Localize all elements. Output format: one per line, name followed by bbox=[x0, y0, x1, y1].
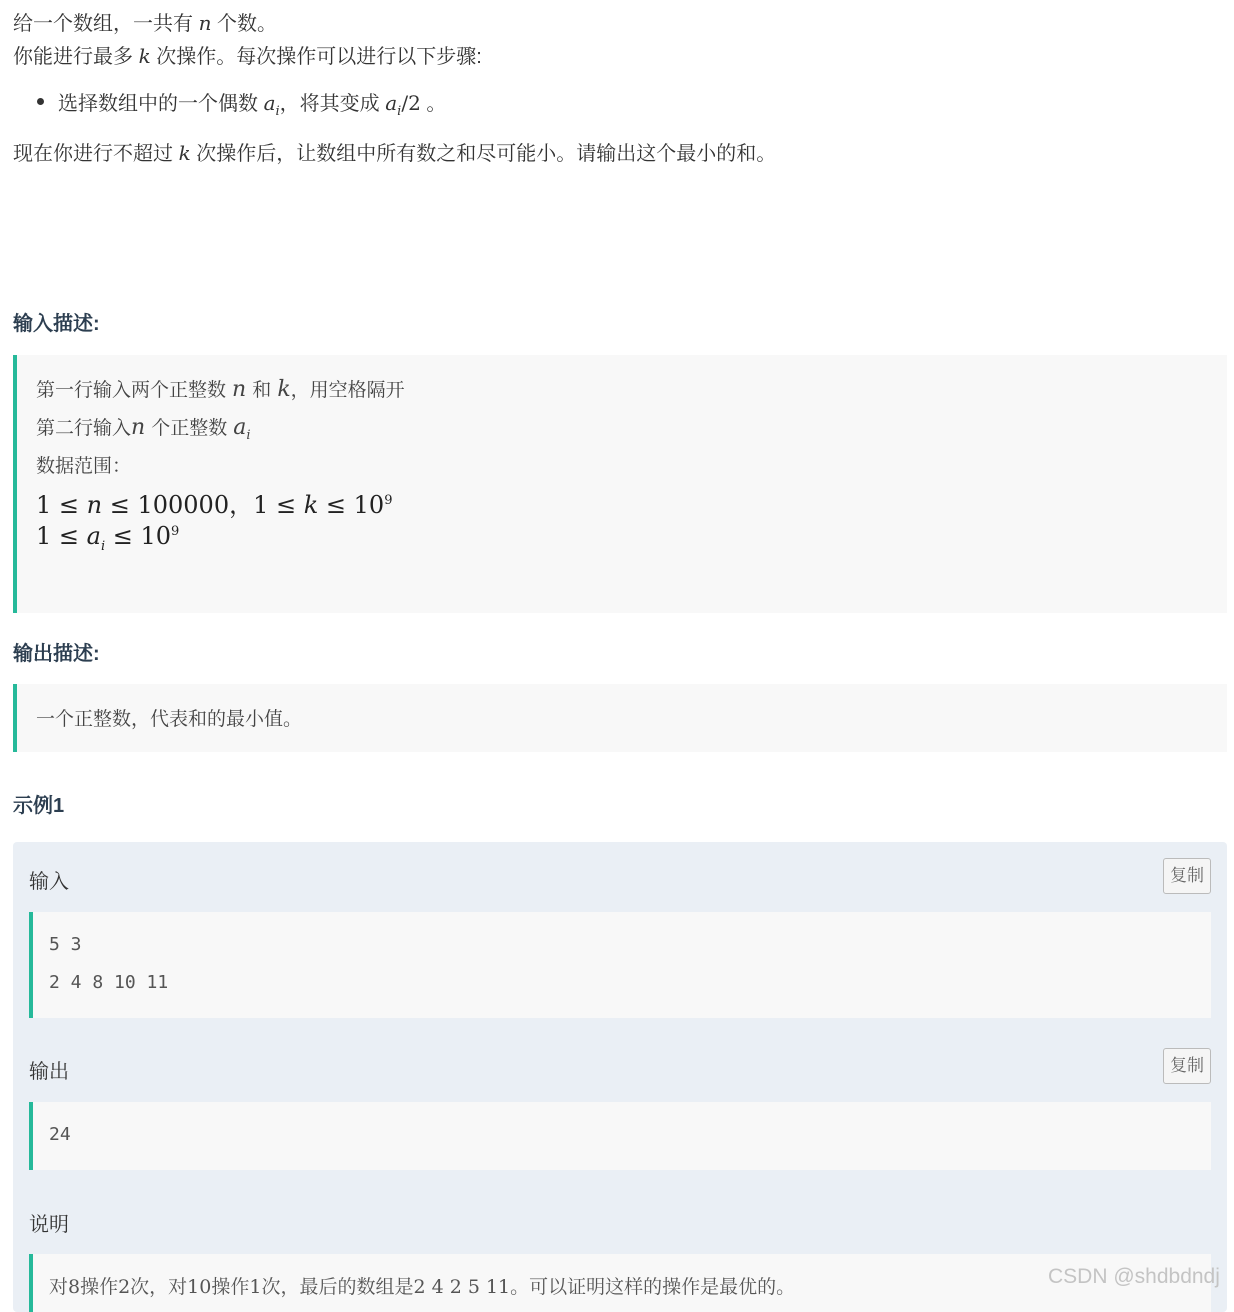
copy-input-button[interactable]: 复制 bbox=[1163, 858, 1211, 894]
var-a: a bbox=[233, 415, 247, 440]
text: 现在你进行不超过 bbox=[13, 143, 179, 165]
example-explain-label: 说明 bbox=[29, 1214, 69, 1236]
text: 个数。 bbox=[211, 13, 278, 35]
text: 第二行输入 bbox=[36, 417, 132, 439]
input-desc-box bbox=[13, 355, 1227, 613]
statement-bullet bbox=[58, 90, 446, 125]
copy-output-button[interactable]: 复制 bbox=[1163, 1048, 1211, 1084]
output-desc-box bbox=[13, 684, 1227, 752]
example-panel bbox=[13, 842, 1227, 1312]
example-output-label: 输出 bbox=[29, 1061, 69, 1083]
input-line-1: 5 3 bbox=[49, 934, 82, 955]
example-heading: 示例1 bbox=[13, 795, 65, 817]
var-k: k bbox=[277, 377, 291, 402]
input-desc-line-3: 数据范围： bbox=[36, 455, 132, 477]
example-output-box bbox=[29, 1102, 1211, 1170]
math-div: /2 bbox=[401, 91, 421, 115]
var-a: a bbox=[86, 522, 101, 550]
var-n: n bbox=[232, 377, 247, 402]
var-k: k bbox=[138, 44, 151, 68]
math-text: ≤ 10 bbox=[318, 491, 385, 519]
var-a: a bbox=[385, 91, 398, 115]
text: 次操作后，让数组中所有数之和尽可能小。请输出这个最小的和。 bbox=[190, 143, 777, 165]
text: 你能进行最多 bbox=[13, 46, 139, 68]
math-text: ≤ 100000，1 ≤ bbox=[102, 491, 304, 519]
exponent: 9 bbox=[384, 493, 393, 508]
sub-i: i bbox=[100, 538, 106, 554]
input-desc-line-2 bbox=[36, 413, 251, 443]
bullet-icon bbox=[37, 98, 44, 105]
text: ，用空格隔开 bbox=[290, 379, 405, 401]
text: 个正整数 bbox=[145, 417, 234, 439]
example-explain-box bbox=[29, 1254, 1211, 1312]
text: 第一行输入两个正整数 bbox=[36, 379, 233, 401]
var-n: n bbox=[86, 491, 103, 519]
statement-line-2 bbox=[13, 43, 482, 70]
text: 。 bbox=[420, 93, 447, 115]
input-desc-heading: 输入描述: bbox=[13, 313, 100, 335]
math-text: 1 ≤ bbox=[36, 491, 87, 519]
output-desc-heading: 输出描述: bbox=[13, 643, 100, 665]
text: 次操作。每次操作可以进行以下步骤: bbox=[150, 46, 482, 68]
explain-text: 对8操作2次，对10操作1次，最后的数组是2 4 2 5 11。可以证明这样的操作是最优的。 bbox=[49, 1276, 796, 1298]
output-desc-text: 一个正整数，代表和的最小值。 bbox=[36, 708, 303, 730]
statement-line-3 bbox=[13, 140, 776, 167]
sub-i: i bbox=[246, 427, 251, 443]
var-k: k bbox=[178, 141, 191, 165]
input-line-2: 2 4 8 10 11 bbox=[49, 972, 169, 993]
var-k: k bbox=[303, 491, 319, 519]
range-1 bbox=[36, 485, 392, 520]
var-n: n bbox=[131, 415, 146, 440]
text: 给一个数组，一共有 bbox=[13, 13, 199, 35]
text: 选择数组中的一个偶数 bbox=[58, 93, 264, 115]
range-2 bbox=[36, 522, 179, 554]
input-desc-line-1 bbox=[36, 375, 405, 402]
math-text: ≤ 10 bbox=[105, 522, 172, 550]
example-input-label: 输入 bbox=[29, 871, 69, 893]
text: 和 bbox=[246, 379, 278, 401]
output-line-1: 24 bbox=[49, 1124, 71, 1145]
example-input-box bbox=[29, 912, 1211, 1018]
var-n: n bbox=[198, 11, 212, 35]
statement-line-1 bbox=[13, 10, 277, 37]
sub-i: i bbox=[275, 104, 280, 119]
watermark: CSDN @shdbdndj bbox=[1048, 1265, 1220, 1288]
sub-i: i bbox=[397, 104, 402, 119]
math-text: 1 ≤ bbox=[36, 522, 87, 550]
text: ，将其变成 bbox=[279, 93, 386, 115]
exponent: 9 bbox=[171, 524, 180, 539]
var-a: a bbox=[263, 91, 276, 115]
